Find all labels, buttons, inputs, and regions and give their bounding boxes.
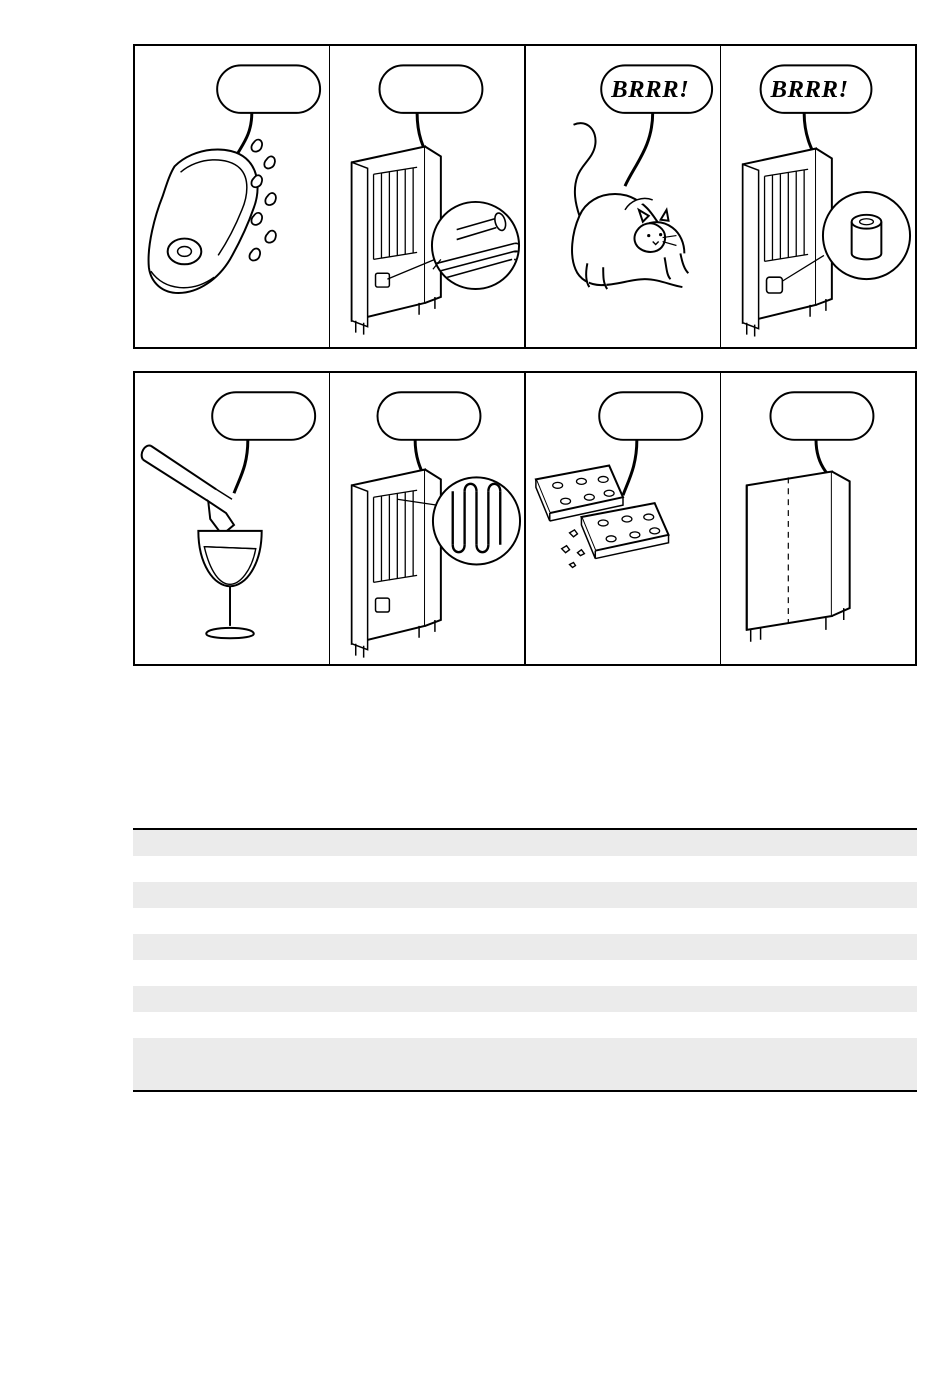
callout-tail	[625, 113, 653, 186]
crumbs	[562, 530, 585, 568]
table-row	[133, 1064, 917, 1091]
callout-tail	[234, 440, 248, 493]
table-row	[133, 1038, 917, 1064]
closed-refrigerator-panel	[721, 373, 915, 664]
table-row	[133, 856, 917, 882]
brrr-label: BRRR!	[770, 76, 849, 104]
refrigerator-cabinet-closed	[747, 471, 850, 641]
specification-table	[133, 828, 917, 1092]
compressor-box	[767, 277, 783, 293]
callout-balloon	[217, 65, 320, 113]
callout-tail	[623, 440, 637, 495]
illustration-row-top	[133, 44, 917, 349]
callout-balloon	[378, 392, 481, 440]
cold-cat-panel	[526, 46, 721, 347]
crackers-panel	[526, 373, 721, 664]
callout-balloon	[379, 65, 482, 113]
table-cell-label	[133, 1064, 615, 1091]
wine-glass	[198, 531, 261, 638]
table-cell-label	[133, 986, 615, 1012]
table-row	[133, 1012, 917, 1038]
table-cell-value	[615, 960, 917, 986]
callout-balloon	[212, 392, 315, 440]
specification-table-body	[133, 829, 917, 1091]
table-cell-value	[615, 1038, 917, 1064]
table-cell-label	[133, 856, 615, 882]
table-row	[133, 829, 917, 856]
refrigerator-cabinet	[352, 470, 441, 658]
iron-body-outline	[149, 149, 258, 293]
refrigerator-cabinet	[352, 147, 441, 335]
illustration-row-bottom	[133, 371, 917, 666]
table-cell-label	[133, 960, 615, 986]
table-cell-label	[133, 934, 615, 960]
table-row	[133, 934, 917, 960]
refrigerator-coil-detail-panel	[330, 46, 526, 347]
refrigerator-cabinet	[743, 148, 832, 336]
refrigerator-evaporator-detail-panel	[330, 373, 526, 664]
table-cell-value	[615, 829, 917, 856]
table-cell-value	[615, 882, 917, 908]
wine-bottle	[142, 445, 234, 534]
table-cell-value	[615, 934, 917, 960]
table-cell-value	[615, 1064, 917, 1091]
refrigerator-compressor-detail-panel	[721, 46, 915, 347]
table-row	[133, 960, 917, 986]
table-row	[133, 882, 917, 908]
table-cell-value	[615, 856, 917, 882]
table-cell-value	[615, 986, 917, 1012]
table-cell-label	[133, 908, 615, 934]
table-cell-label	[133, 1038, 615, 1064]
table-cell-label	[133, 829, 615, 856]
iron-knob-inner	[178, 246, 192, 256]
table-cell-label	[133, 882, 615, 908]
table-cell-label	[133, 1012, 615, 1038]
table-row	[133, 986, 917, 1012]
callout-balloon	[599, 392, 702, 440]
cat-figure	[572, 123, 688, 289]
brrr-label: BRRR!	[611, 76, 690, 104]
wine-pouring-panel	[135, 373, 330, 664]
zoom-compressor-detail	[852, 215, 882, 260]
table-row	[133, 908, 917, 934]
table-cell-value	[615, 1012, 917, 1038]
table-cell-value	[615, 908, 917, 934]
iron-steam-panel	[135, 46, 330, 347]
callout-balloon	[770, 392, 873, 440]
